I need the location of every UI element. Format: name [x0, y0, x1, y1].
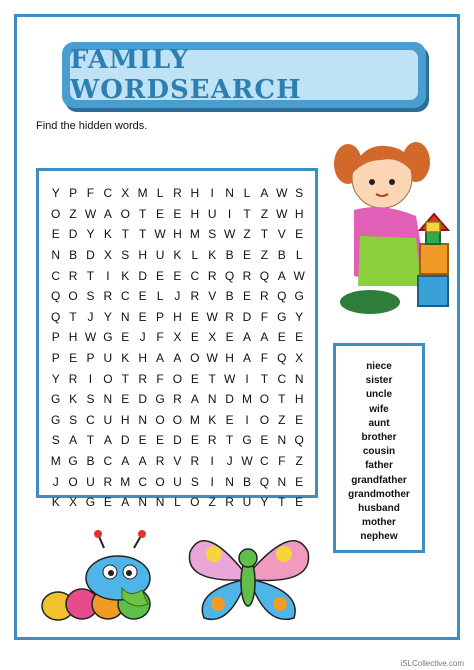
grid-letter: J	[226, 454, 233, 469]
grid-letter: E	[295, 330, 304, 345]
grid-letter: D	[138, 268, 147, 283]
grid-letter: W	[84, 206, 97, 221]
grid-letter: N	[155, 495, 165, 510]
grid-letter: M	[189, 227, 200, 242]
grid-letter: C	[103, 186, 113, 201]
grid-letter: R	[207, 433, 217, 448]
grid-letter: T	[86, 433, 95, 448]
grid-letter: F	[278, 454, 286, 469]
grid-letter: R	[173, 186, 182, 201]
grid-letter: G	[294, 289, 304, 304]
grid-letter: E	[138, 289, 147, 304]
instruction-text: Find the hidden words.	[36, 120, 148, 132]
grid-letter: T	[260, 371, 269, 386]
grid-letter: E	[156, 268, 165, 283]
grid-letter: W	[154, 227, 166, 242]
grid-letter: G	[103, 330, 113, 345]
grid-letter: S	[208, 227, 217, 242]
grid-letter: W	[276, 206, 288, 221]
grid-letter: C	[103, 454, 113, 469]
grid-letter: B	[277, 248, 286, 263]
grid-letter: A	[69, 433, 78, 448]
grid-letter: S	[190, 474, 199, 489]
grid-letter: S	[295, 186, 304, 201]
girl-with-blocks-illustration	[330, 126, 460, 326]
grid-letter: Y	[103, 309, 112, 324]
grid-letter: J	[139, 330, 146, 345]
grid-letter: F	[260, 309, 269, 324]
grid-letter: O	[172, 412, 183, 427]
grid-letter: A	[260, 330, 269, 345]
grid-letter: D	[120, 433, 130, 448]
grid-letter: D	[86, 248, 95, 263]
grid-letter: T	[243, 206, 251, 221]
grid-letter: G	[85, 495, 96, 510]
grid-letter: O	[51, 206, 61, 221]
grid-letter: U	[103, 412, 113, 427]
grid-letter: L	[156, 186, 164, 201]
grid-letter: O	[103, 371, 113, 386]
grid-letter: I	[106, 268, 110, 283]
grid-letter: X	[121, 186, 130, 201]
grid-letter: M	[241, 392, 252, 407]
grid-letter: N	[138, 412, 147, 427]
grid-letter: H	[173, 309, 182, 324]
grid-letter: U	[242, 495, 252, 510]
grid-letter: B	[225, 248, 234, 263]
grid-letter: O	[259, 412, 270, 427]
grid-letter: M	[120, 474, 131, 489]
grid-letter: C	[86, 412, 95, 427]
grid-letter: A	[121, 454, 130, 469]
grid-letter: Y	[51, 186, 60, 201]
grid-letter: F	[156, 371, 164, 386]
word-list-item: aunt	[368, 417, 390, 429]
grid-letter: I	[88, 371, 93, 386]
grid-letter: R	[68, 268, 78, 283]
grid-letter: K	[51, 495, 60, 510]
grid-letter: K	[208, 412, 217, 427]
footer-credit: iSLCollective.com	[400, 659, 464, 668]
grid-letter: I	[245, 371, 249, 386]
grid-letter: A	[173, 351, 182, 366]
grid-letter: A	[242, 351, 251, 366]
grid-letter: H	[190, 206, 200, 221]
grid-letter: E	[295, 474, 304, 489]
grid-letter: A	[121, 495, 130, 510]
grid-letter: S	[86, 392, 95, 407]
grid-letter: G	[242, 433, 252, 448]
grid-letter: A	[260, 186, 269, 201]
grid-letter: P	[156, 309, 165, 324]
grid-letter: G	[68, 454, 78, 469]
grid-letter: F	[156, 330, 164, 345]
grid-letter: Y	[51, 371, 60, 386]
grid-letter: W	[293, 268, 305, 283]
word-list-item: nephew	[360, 531, 398, 543]
grid-letter: B	[69, 248, 78, 263]
grid-letter: D	[225, 392, 234, 407]
grid-letter: N	[51, 248, 61, 263]
grid-letter: R	[225, 495, 234, 510]
grid-letter: Z	[260, 248, 269, 263]
grid-letter: A	[156, 351, 165, 366]
grid-letter: O	[120, 206, 130, 221]
grid-letter: Z	[278, 412, 286, 427]
grid-letter: I	[210, 186, 214, 201]
grid-letter: B	[225, 289, 234, 304]
grid-letter: G	[277, 309, 287, 324]
grid-letter: Q	[294, 433, 304, 448]
title-banner-inner	[70, 45, 418, 105]
grid-letter: E	[242, 289, 251, 304]
word-list-item: sister	[365, 375, 393, 387]
grid-letter: Y	[86, 227, 95, 242]
grid-letter: A	[242, 330, 251, 345]
grid-letter: Z	[208, 495, 216, 510]
word-list-item: father	[365, 460, 393, 472]
word-list-box	[333, 343, 425, 553]
grid-letter: Q	[277, 351, 287, 366]
grid-letter: M	[50, 454, 61, 469]
grid-letter: L	[174, 495, 181, 510]
butterfly-illustration	[184, 522, 314, 626]
grid-letter: N	[120, 309, 130, 324]
grid-letter: I	[227, 206, 232, 221]
grid-letter: V	[173, 454, 182, 469]
grid-letter: K	[103, 227, 112, 242]
grid-letter: R	[190, 454, 200, 469]
grid-letter: C	[51, 268, 61, 283]
grid-letter: Y	[295, 309, 304, 324]
grid-letter: U	[173, 474, 182, 489]
word-list-item: niece	[366, 361, 392, 372]
grid-letter: D	[138, 392, 147, 407]
grid-letter: G	[51, 392, 61, 407]
grid-letter: E	[138, 433, 147, 448]
grid-letter: A	[103, 433, 112, 448]
grid-letter: E	[121, 392, 130, 407]
grid-letter: Q	[277, 289, 287, 304]
grid-letter: P	[69, 186, 78, 201]
grid-letter: T	[69, 309, 77, 324]
grid-letter: X	[295, 351, 304, 366]
grid-letter: D	[242, 309, 252, 324]
grid-letter: E	[225, 330, 234, 345]
grid-letter: M	[137, 186, 148, 201]
grid-letter: E	[260, 433, 269, 448]
grid-letter: S	[69, 412, 78, 427]
grid-letter: G	[155, 392, 165, 407]
word-list-item: cousin	[362, 446, 396, 458]
grid-letter: T	[260, 227, 269, 242]
wordsearch-grid-box	[36, 168, 318, 510]
grid-letter: W	[276, 186, 288, 201]
grid-letter: R	[207, 268, 217, 283]
grid-letter: E	[295, 495, 304, 510]
grid-letter: E	[156, 433, 165, 448]
grid-letter: I	[210, 454, 214, 469]
grid-letter: R	[225, 309, 234, 324]
grid-letter: O	[190, 495, 200, 510]
grid-letter: R	[155, 454, 165, 469]
grid-letter: A	[103, 206, 112, 221]
grid-letter: Q	[259, 474, 270, 489]
grid-letter: U	[103, 351, 113, 366]
grid-letter: E	[51, 227, 60, 242]
grid-letter: C	[138, 474, 147, 489]
caterpillar-illustration	[38, 528, 178, 628]
grid-letter: C	[190, 268, 200, 283]
grid-letter: K	[208, 248, 217, 263]
grid-letter: L	[243, 186, 251, 201]
grid-letter: Z	[243, 227, 251, 242]
grid-letter: D	[68, 227, 78, 242]
grid-letter: Y	[260, 495, 269, 510]
grid-letter: E	[69, 351, 78, 366]
grid-letter: A	[190, 392, 199, 407]
grid-letter: O	[68, 474, 78, 489]
grid-letter: L	[295, 248, 303, 263]
grid-letter: O	[68, 289, 78, 304]
grid-letter: F	[260, 351, 269, 366]
grid-letter: T	[138, 206, 147, 221]
grid-letter: U	[155, 248, 165, 263]
title-banner	[62, 42, 426, 108]
word-list-item: grandfather	[351, 474, 407, 486]
grid-letter: O	[190, 351, 200, 366]
grid-letter: H	[120, 412, 130, 427]
grid-letter: F	[86, 186, 95, 201]
grid-letter: R	[138, 371, 147, 386]
grid-letter: E	[103, 495, 112, 510]
page-title: FAMILY WORDSEARCH	[70, 45, 302, 105]
grid-letter: P	[51, 351, 60, 366]
grid-letter: N	[277, 474, 287, 489]
grid-letter: V	[208, 289, 217, 304]
grid-letter: E	[277, 330, 286, 345]
grid-letter: A	[138, 454, 147, 469]
grid-letter: T	[121, 371, 129, 386]
grid-letter: E	[190, 330, 199, 345]
grid-letter: R	[173, 392, 182, 407]
grid-letter: K	[121, 268, 130, 283]
grid-letter: X	[103, 248, 112, 263]
grid-letter: T	[278, 495, 286, 510]
grid-letter: W	[241, 454, 253, 469]
grid-letter: H	[294, 392, 304, 407]
grid-letter: T	[138, 227, 147, 242]
grid-letter: R	[68, 371, 78, 386]
grid-letter: L	[191, 248, 199, 263]
grid-letter: E	[121, 330, 130, 345]
grid-letter: K	[69, 392, 78, 407]
grid-letter: H	[173, 227, 182, 242]
grid-letter: R	[103, 289, 113, 304]
grid-letter: S	[121, 248, 130, 263]
grid-letter: E	[225, 412, 234, 427]
word-list-item: mother	[362, 517, 396, 529]
word-list-item: wife	[369, 403, 389, 415]
grid-letter: H	[294, 206, 304, 221]
grid-letter: N	[207, 392, 217, 407]
grid-letter: E	[295, 412, 304, 427]
grid-letter: W	[223, 371, 236, 386]
grid-letter: L	[156, 289, 164, 304]
grid-letter: J	[52, 474, 59, 489]
grid-letter: P	[86, 351, 95, 366]
grid-letter: R	[103, 474, 113, 489]
grid-letter: T	[86, 268, 95, 283]
grid-letter: C	[277, 371, 287, 386]
grid-letter: B	[242, 474, 251, 489]
grid-letter: T	[208, 371, 216, 386]
grid-letter: E	[190, 309, 199, 324]
grid-letter: N	[277, 433, 287, 448]
grid-letter: C	[260, 454, 269, 469]
grid-letter: E	[295, 227, 304, 242]
grid-letter: C	[120, 289, 130, 304]
grid-letter: S	[86, 289, 95, 304]
grid-letter: I	[210, 474, 214, 489]
grid-letter: E	[190, 433, 199, 448]
grid-letter: U	[207, 206, 217, 221]
grid-letter: Q	[224, 268, 235, 283]
grid-letter: E	[156, 206, 165, 221]
grid-letter: N	[138, 495, 147, 510]
grid-letter: R	[260, 289, 269, 304]
grid-letter: X	[69, 495, 78, 510]
word-list-item: husband	[358, 502, 400, 514]
grid-letter: A	[277, 268, 286, 283]
grid-letter: E	[190, 371, 199, 386]
grid-letter: B	[86, 454, 95, 469]
grid-letter: P	[51, 330, 60, 345]
grid-letter: M	[189, 412, 200, 427]
grid-letter: Q	[51, 309, 61, 324]
grid-letter: N	[225, 474, 234, 489]
grid-letter: E	[138, 309, 147, 324]
grid-letter: R	[190, 289, 200, 304]
grid-letter: O	[155, 412, 165, 427]
grid-letter: K	[121, 351, 130, 366]
grid-letter: T	[278, 392, 286, 407]
grid-letter: X	[208, 330, 217, 345]
word-list-item: uncle	[365, 389, 393, 401]
grid-letter: N	[103, 392, 113, 407]
grid-letter: K	[173, 248, 182, 263]
grid-letter: W	[223, 227, 236, 242]
grid-letter: E	[173, 206, 182, 221]
grid-letter: N	[225, 186, 234, 201]
grid-letter: Z	[295, 454, 303, 469]
grid-letter: R	[242, 268, 252, 283]
grid-letter: H	[138, 351, 147, 366]
grid-letter: G	[51, 412, 61, 427]
wordsearch-grid	[47, 183, 308, 513]
grid-letter: D	[173, 433, 182, 448]
grid-letter: O	[259, 392, 270, 407]
grid-letter: W	[84, 330, 97, 345]
grid-letter: J	[87, 309, 94, 324]
grid-letter: O	[172, 371, 183, 386]
grid-letter: O	[155, 474, 165, 489]
grid-letter: H	[68, 330, 78, 345]
word-list-item: brother	[361, 431, 397, 443]
grid-letter: T	[225, 433, 234, 448]
grid-letter: H	[138, 248, 147, 263]
grid-letter: Z	[69, 206, 77, 221]
word-list-item: grandmother	[348, 488, 410, 500]
grid-letter: W	[206, 309, 218, 324]
grid-letter: T	[121, 227, 129, 242]
grid-letter: H	[190, 186, 200, 201]
grid-letter: I	[245, 412, 249, 427]
grid-letter: V	[277, 227, 286, 242]
grid-letter: W	[206, 351, 218, 366]
grid-letter: X	[173, 330, 182, 345]
grid-letter: J	[174, 289, 181, 304]
grid-letter: S	[51, 433, 60, 448]
grid-letter: Q	[259, 268, 270, 283]
grid-letter: Q	[51, 289, 61, 304]
grid-letter: U	[86, 474, 95, 489]
grid-letter: N	[294, 371, 304, 386]
grid-letter: E	[242, 248, 251, 263]
grid-letter: Z	[260, 206, 269, 221]
grid-letter: E	[173, 268, 182, 283]
grid-letter: H	[225, 351, 234, 366]
